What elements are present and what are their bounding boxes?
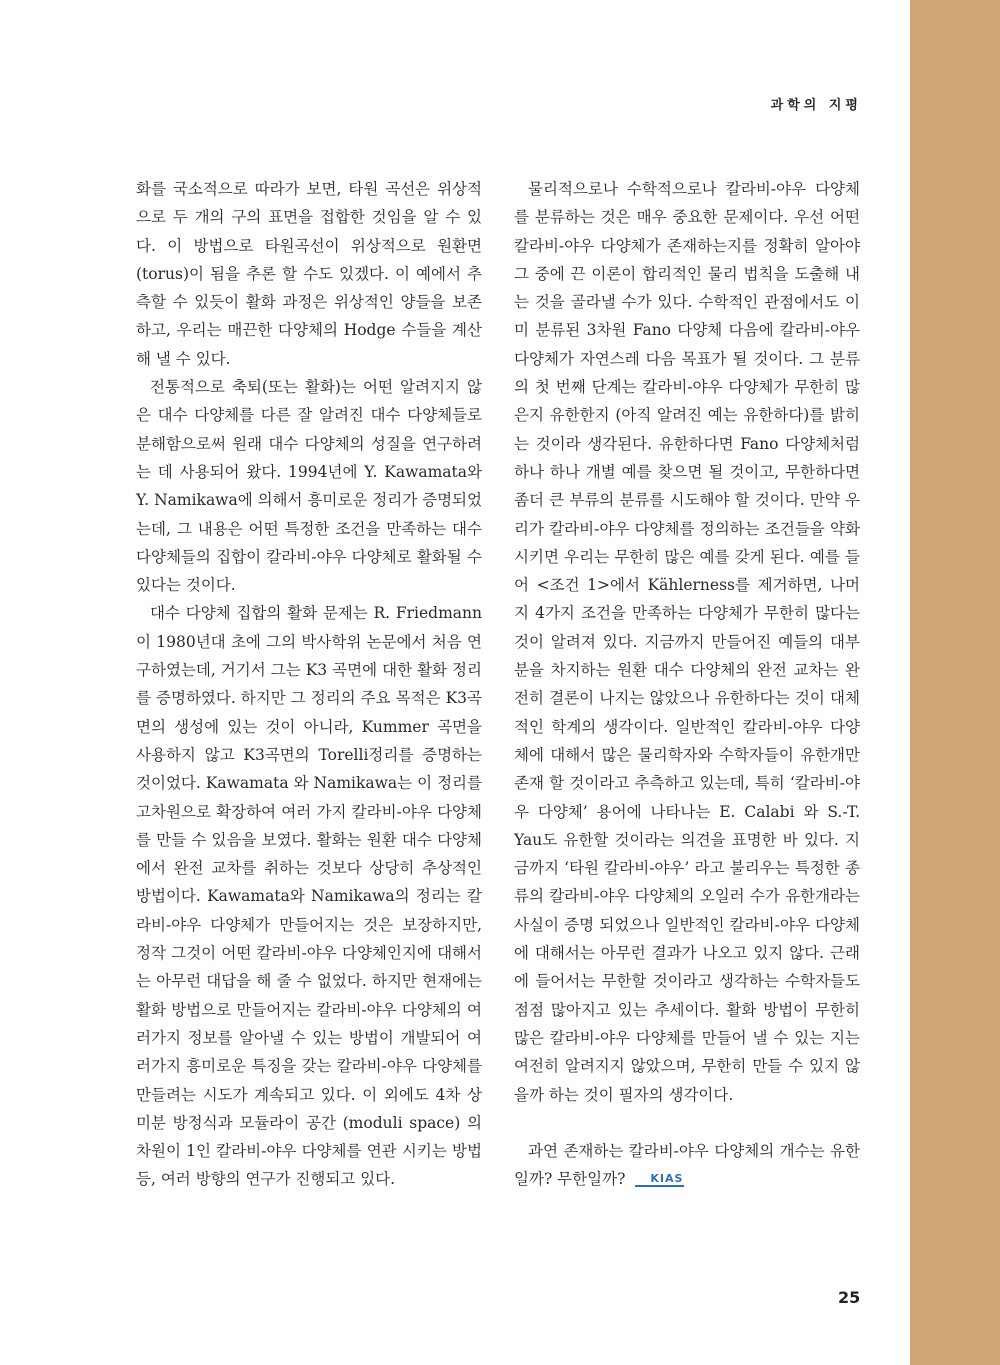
side-color-band [910, 0, 1000, 1365]
body-paragraph: 물리적으로나 수학적으로나 칼라비-야우 다양체를 분류하는 것은 매우 중요한 문제이다. 우선 어떤 칼라비-야우 다양체가 존재하는지를 정확히 알아야 그 중에 끈 이론이 합리적인 물리 법칙을 도출해 내는 것을 골라낼 수가 있다. 수학적인 관점에서도 이미 분류된 3차원 Fano 다양체 다음에 칼라비-야우 다양체가 자연스레 다음 목표가 될 것이다. 그 분류의 첫 번째 단계는 칼라비-야우 다양체가 무한히 많은지 유한한지 (아직 알려진 예는 유한하다)를 밝히는 것이라 생각된다. 유한하다면 Fano 다양체처럼 하나 하나 개별 예를 찾으면 될 것이고, 무한하다면 좀더 큰 부류의 분류를 시도해야 할 것이다. 만약 우리가 칼라비-야우 다양체를 정의하는 조건들을 약화시키면 우리는 무한히 많은 예를 갖게 된다. 예를 들어 <조건 1>에서 Kählerness를 제거하면, 나머지 4가지 조건을 만족하는 다양체가 무한히 많다는 것이 알려져 있다. 지금까지 만들어진 예들의 대부분을 차지하는 원환 대수 다양체의 완전 교차는 완전히 결론이 나지는 않았으나 유한하다는 것이 대체적인 학계의 생각이다. 일반적인 칼라비-야우 다양체에 대해서 많은 물리학자와 수학자들이 유한개만 존재 할 것이라고 추측하고 있는데, 특히 ‘칼라비-야우 다양체’ 용어에 나타나는 E. Calabi 와 S.-T. Yau도 유한할 것이라는 의견을 표명한 바 있다. 지금까지 ‘타원 칼라비-야우’ 라고 불리우는 특정한 종류의 칼라비-야우 다양체의 오일러 수가 유한개라는 사실이 증명 되었으나 일반적인 칼라비-야우 다양체에 대해서는 아무런 결과가 나오고 있지 않다. 근래에 들어서는 무한할 것이라고 생각하는 수학자들도 점점 많아지고 있는 추세이다. 활화 방법이 무한히 많은 칼라비-야우 다양체를 만들어 낼 수 있는 지는 여전히 알려지지 않았으며, 무한히 만들 수 있지 않을까 하는 것이 필자의 생각이다. [514, 180, 860, 1104]
kias-end-logo: KIAS [635, 1173, 684, 1187]
page-number: 25 [838, 1288, 861, 1307]
running-header: 과학의 지평 [770, 98, 862, 113]
left-column [136, 175, 482, 1194]
body-paragraph: 대수 다양체 집합의 활화 문제는 R. Friedmann이 1980년대 초에 그의 박사학위 논문에서 처음 연구하였는데, 거기서 그는 K3 곡면에 대한 활화 정리를 증명하였다. 하지만 그 정리의 주요 목적은 K3곡면의 생성에 있는 것이 아니라, Kummer 곡면을 사용하지 않고 K3곡면의 Torelli정리를 증명하는 것이었다. Kawamata 와 Namikawa는 이 정리를 고차원으로 확장하여 여러 가지 칼라비-야우 다양체를 만들 수 있음을 보였다. 활화는 원환 대수 다양체에서 완전 교차를 취하는 것보다 상당히 추상적인 방법이다. Kawamata와 Namikawa의 정리는 칼라비-야우 다양체가 만들어지는 것은 보장하지만, 정작 그것이 어떤 칼라비-야우 다양체인지에 대해서는 아무런 대답을 해 줄 수 없었다. 하지만 현재에는 활화 방법으로 만들어지는 칼라비-야우 다양체의 여러가지 정보를 알아낼 수 있는 방법이 개발되어 여러가지 흥미로운 특징을 갖는 칼라비-야우 다양체를 만들려는 시도가 계속되고 있다. 이 외에도 4차 상미분 방정식과 모듈라이 공간 (moduli space) 의 차원이 1인 칼라비-야우 다양체를 연관 시키는 방법 등, 여러 방향의 연구가 진행되고 있다. [136, 604, 482, 1189]
closing-text: 과연 존재하는 칼라비-야우 다양체의 개수는 유한일까? 무한일까? [514, 1142, 860, 1189]
body-paragraph: 화를 국소적으로 따라가 보면, 타원 곡선은 위상적으로 두 개의 구의 표면을 접합한 것임을 알 수 있다. 이 방법으로 타원곡선이 위상적으로 원환면(torus)이 됨을 추론 할 수도 있겠다. 이 예에서 추측할 수 있듯이 활화 과정은 위상적인 양들을 보존하고, 우리는 매끈한 다양체의 Hodge 수들을 계산해 낼 수 있다. [136, 180, 482, 368]
body-paragraph: 전통적으로 축퇴(또는 활화)는 어떤 알려지지 않은 대수 다양체를 다른 잘 알려진 대수 다양체들로 분해함으로써 원래 대수 다양체의 성질을 연구하려는 데 사용되어 왔다. 1994년에 Y. Kawamata와 Y. Namikawa에 의해서 흥미로운 정리가 증명되었는데, 그 내용은 어떤 특정한 조건을 만족하는 대수 다양체들의 집합이 칼라비-야우 다양체로 활화될 수 있다는 것이다. [136, 378, 482, 595]
closing-paragraph [514, 1137, 860, 1194]
right-column [514, 175, 860, 1194]
